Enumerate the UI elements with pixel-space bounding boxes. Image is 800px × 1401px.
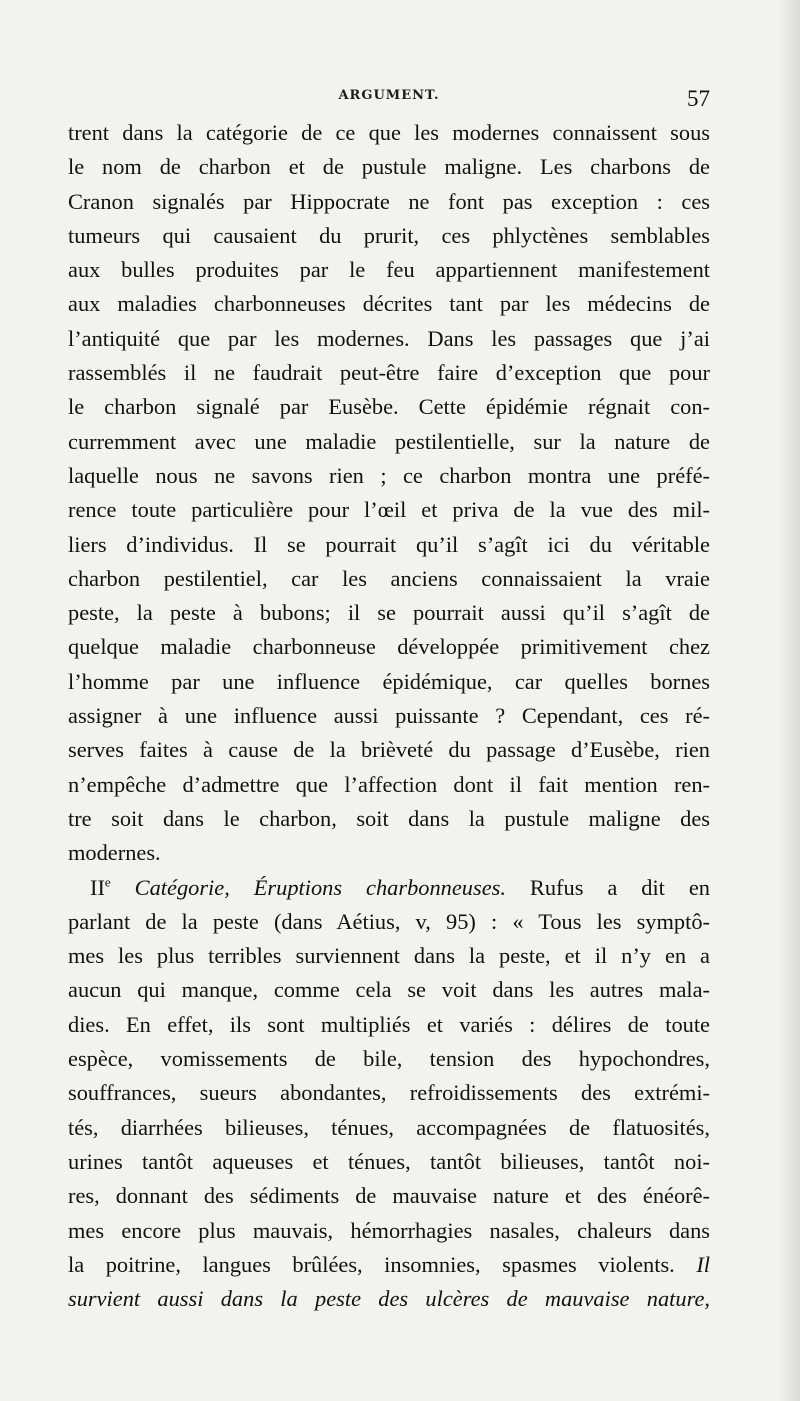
text-line: tés, diarrhées bilieuses, ténues, accompagnées de flatuosités, <box>68 1114 710 1140</box>
text-line: n’empêche d’admettre que l’affection dont il fait mention ren- <box>68 771 710 797</box>
text-line: dies. En effet, ils sont multipliés et variés : délires de toute <box>68 1011 710 1037</box>
mixed-line-roman: la poitrine, langues brûlées, insomnies, spasmes violents. <box>68 1251 697 1277</box>
text-line: quelque maladie charbonneuse développée primitivement chez <box>68 634 710 660</box>
text-line: le nom de charbon et de pustule maligne. Les charbons de <box>68 154 710 180</box>
body-text <box>68 116 710 1316</box>
text-line: laquelle nous ne savons rien ; ce charbon montra une préfé- <box>68 462 710 488</box>
page-edge-shadow <box>778 0 800 1401</box>
text-line: assigner à une influence aussi puissante ? Cependant, ces ré- <box>68 703 710 729</box>
text-line: le charbon signalé par Eusèbe. Cette épidémie régnait con- <box>68 394 710 420</box>
text-line: curremment avec une maladie pestilentielle, sur la nature de <box>68 428 710 454</box>
text-line: parlant de la peste (dans Aétius, v, 95) : « Tous les symptô- <box>68 908 710 934</box>
section-heading-line <box>68 871 710 905</box>
text-line: charbon pestilentiel, car les anciens connaissaient la vraie <box>68 565 710 591</box>
text-line: rence toute particulière pour l’œil et priva de la vue des mil- <box>68 497 710 523</box>
text-line: rassemblés il ne faudrait peut-être faire d’exception que pour <box>68 360 710 386</box>
text-line: Cranon signalés par Hippocrate ne font pas exception : ces <box>68 188 710 214</box>
text-line: mes les plus terribles surviennent dans la peste, et il n’y en a <box>68 943 710 969</box>
text-line: peste, la peste à bubons; il se pourrait aussi qu’il s’agît de <box>68 600 710 626</box>
italic-line: survient aussi dans la peste des ulcères de mauvaise nature, <box>68 1286 710 1312</box>
text-line: mes encore plus mauvais, hémorrhagies nasales, chaleurs dans <box>68 1217 710 1243</box>
page-number: 57 <box>687 86 710 111</box>
mixed-line <box>68 1248 710 1282</box>
text-line: tre soit dans le charbon, soit dans la pustule maligne des <box>68 805 710 831</box>
text-line: liers d’individus. Il se pourrait qu’il s’agît ici du véritable <box>68 531 710 557</box>
text-line: l’antiquité que par les modernes. Dans les passages que j’ai <box>68 325 710 351</box>
mixed-line-italic: Il <box>696 1251 710 1277</box>
text-line: aux bulles produites par le feu appartiennent manifestement <box>68 257 710 283</box>
category-title: Catégorie, Éruptions charbonneuses. <box>110 874 506 900</box>
category-numeral: II <box>90 874 105 900</box>
text-line: aucun qui manque, comme cela se voit dans les autres mala- <box>68 977 710 1003</box>
running-title: ARGUMENT. <box>338 88 440 103</box>
page-header <box>68 86 710 112</box>
text-line: espèce, vomissements de bile, tension des hypochondres, <box>68 1046 710 1072</box>
text-line: aux maladies charbonneuses décrites tant par les médecins de <box>68 291 710 317</box>
text-line: souffrances, sueurs abondantes, refroidissements des extrémi- <box>68 1080 710 1106</box>
category-text: Rufus a dit en <box>505 874 710 900</box>
text-line: l’homme par une influence épidémique, car quelles bornes <box>68 668 710 694</box>
category-superscript: e <box>104 874 111 890</box>
text-line: urines tantôt aqueuses et ténues, tantôt bilieuses, tantôt noi- <box>68 1148 710 1174</box>
text-line: modernes. <box>68 840 161 866</box>
text-line: res, donnant des sédiments de mauvaise nature et des énéorê- <box>68 1183 710 1209</box>
text-line: tumeurs qui causaient du prurit, ces phlyctènes semblables <box>68 222 710 248</box>
text-line: trent dans la catégorie de ce que les modernes connaissent sous <box>68 120 710 145</box>
text-line: serves faites à cause de la brièveté du passage d’Eusèbe, rien <box>68 737 710 763</box>
